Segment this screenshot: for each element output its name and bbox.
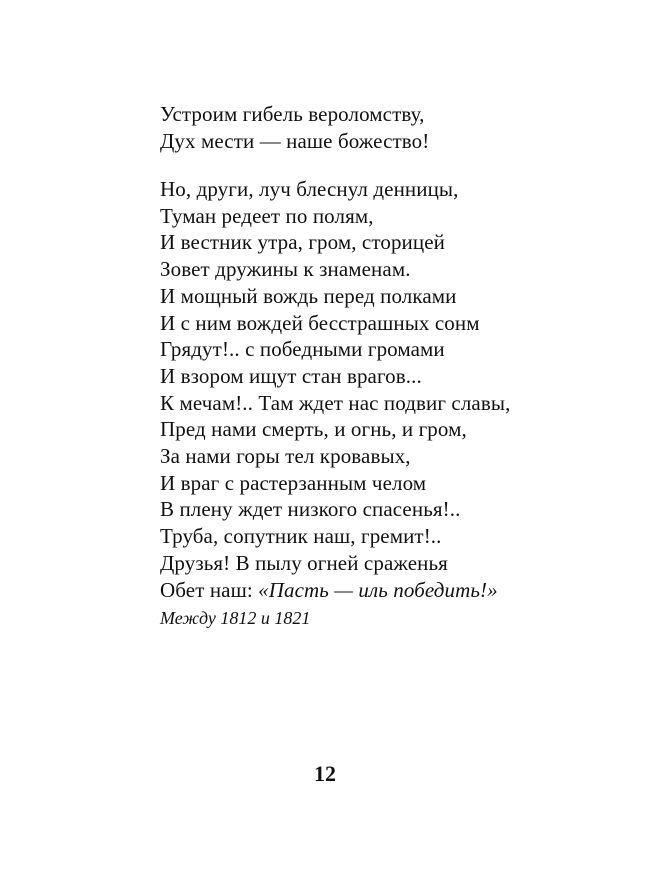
poem-line: Грядут!.. с победными громами <box>160 337 445 362</box>
poem-line: За нами горы тел кровавых, <box>160 444 411 469</box>
poem-line: И вестник утра, гром, сторицей <box>160 230 445 255</box>
poem-line: Труба, сопутник наш, гремит!.. <box>160 524 442 549</box>
poem-line: Но, други, луч блеснул денницы, <box>160 177 459 201</box>
poem-motto: «Пасть — иль победить!» <box>258 577 498 602</box>
poem-line: Зовет дружины к знаменам. <box>160 257 411 282</box>
poem-line: В плену ждет низкого спасенья!.. <box>160 497 461 522</box>
poem-line: Пред нами смерть, и огнь, и гром, <box>160 417 467 442</box>
poem-last-line-prefix: Обет наш: <box>160 577 259 602</box>
poem-line: Друзья! В пылу огней сраженья <box>160 550 448 575</box>
poem-last-line <box>160 577 510 604</box>
poem-line: И с ним вождей бесстрашных сонм <box>160 310 480 335</box>
poem-line: И мощный вождь перед полками <box>160 283 457 308</box>
poem-line: И враг с растерзанным челом <box>160 470 427 495</box>
poem-stanza-2 <box>160 176 510 603</box>
poem-date: Между 1812 и 1821 <box>160 608 311 628</box>
poem-line: И взором ищут стан врагов... <box>160 363 422 388</box>
poem-line: К мечам!.. Там ждет нас подвиг славы, <box>160 390 511 415</box>
poem-stanza-1 <box>160 101 429 154</box>
page-number: 12 <box>314 761 336 786</box>
poem-line: Дух мести — наше божество! <box>160 128 430 153</box>
poem-line: Туман редеет по полям, <box>160 203 374 228</box>
poem-line: Устроим гибель вероломству, <box>160 102 425 126</box>
